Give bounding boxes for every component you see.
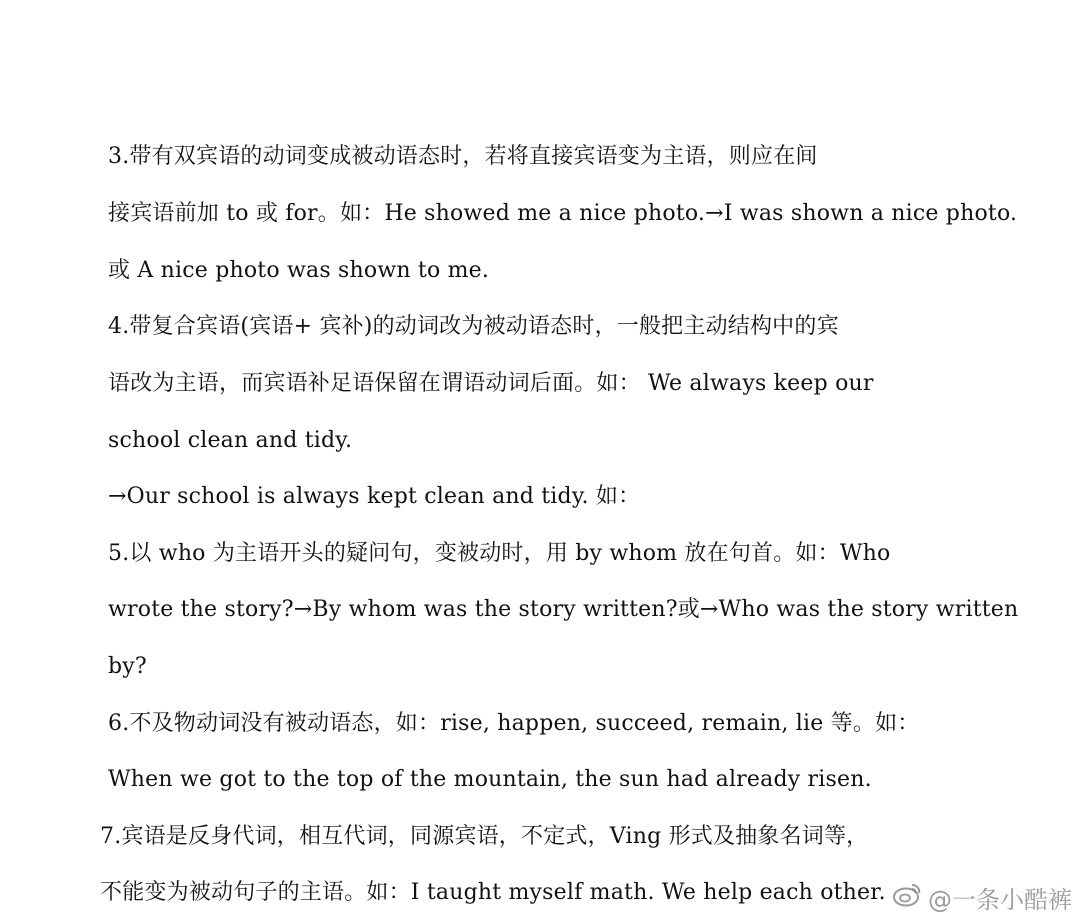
- rule-4-line-4: →Our school is always kept clean and tidy. 如：: [108, 484, 641, 509]
- rule-5-line-1: 5.以 who 为主语开头的疑问句，变被动时，用 by whom 放在句首。如：Who: [108, 541, 891, 566]
- rule-3-line-2: 接宾语前加 to 或 for。如：He showed me a nice photo.→I was shown a nice photo.: [108, 201, 1018, 226]
- rule-4-line-3: school clean and tidy.: [108, 428, 353, 453]
- rule-7-line-2: 不能变为被动句子的主语。如：I taught myself math. We help each other.: [100, 880, 886, 905]
- rule-4-line-2: 语改为主语，而宾语补足语保留在谓语动词后面。如： We always keep our: [108, 371, 874, 396]
- rule-3-line-3: 或 A nice photo was shown to me.: [108, 258, 490, 283]
- rule-5-line-2: wrote the story?→By whom was the story written?或→Who was the story written: [108, 597, 1019, 622]
- rule-7-line-1: 7.宾语是反身代词，相互代词，同源宾语，不定式，Ving 形式及抽象名词等，: [100, 824, 869, 849]
- weibo-watermark: [892, 880, 1072, 914]
- weibo-icon: [892, 881, 922, 913]
- rule-3-line-1: 3.带有双宾语的动词变成被动语态时，若将直接宾语变为主语，则应在间: [108, 144, 818, 169]
- rule-6-line-1: 6.不及物动词没有被动语态，如：rise, happen, succeed, remain, lie 等。如：: [108, 711, 920, 736]
- rule-5-line-3: by?: [108, 654, 147, 679]
- watermark-text: @一条小酷裤: [928, 885, 1072, 914]
- rule-6-line-2: When we got to the top of the mountain, the sun had already risen.: [108, 767, 872, 792]
- rule-4-line-1: 4.带复合宾语(宾语+ 宾补)的动词改为被动语态时，一般把主动结构中的宾: [108, 314, 839, 339]
